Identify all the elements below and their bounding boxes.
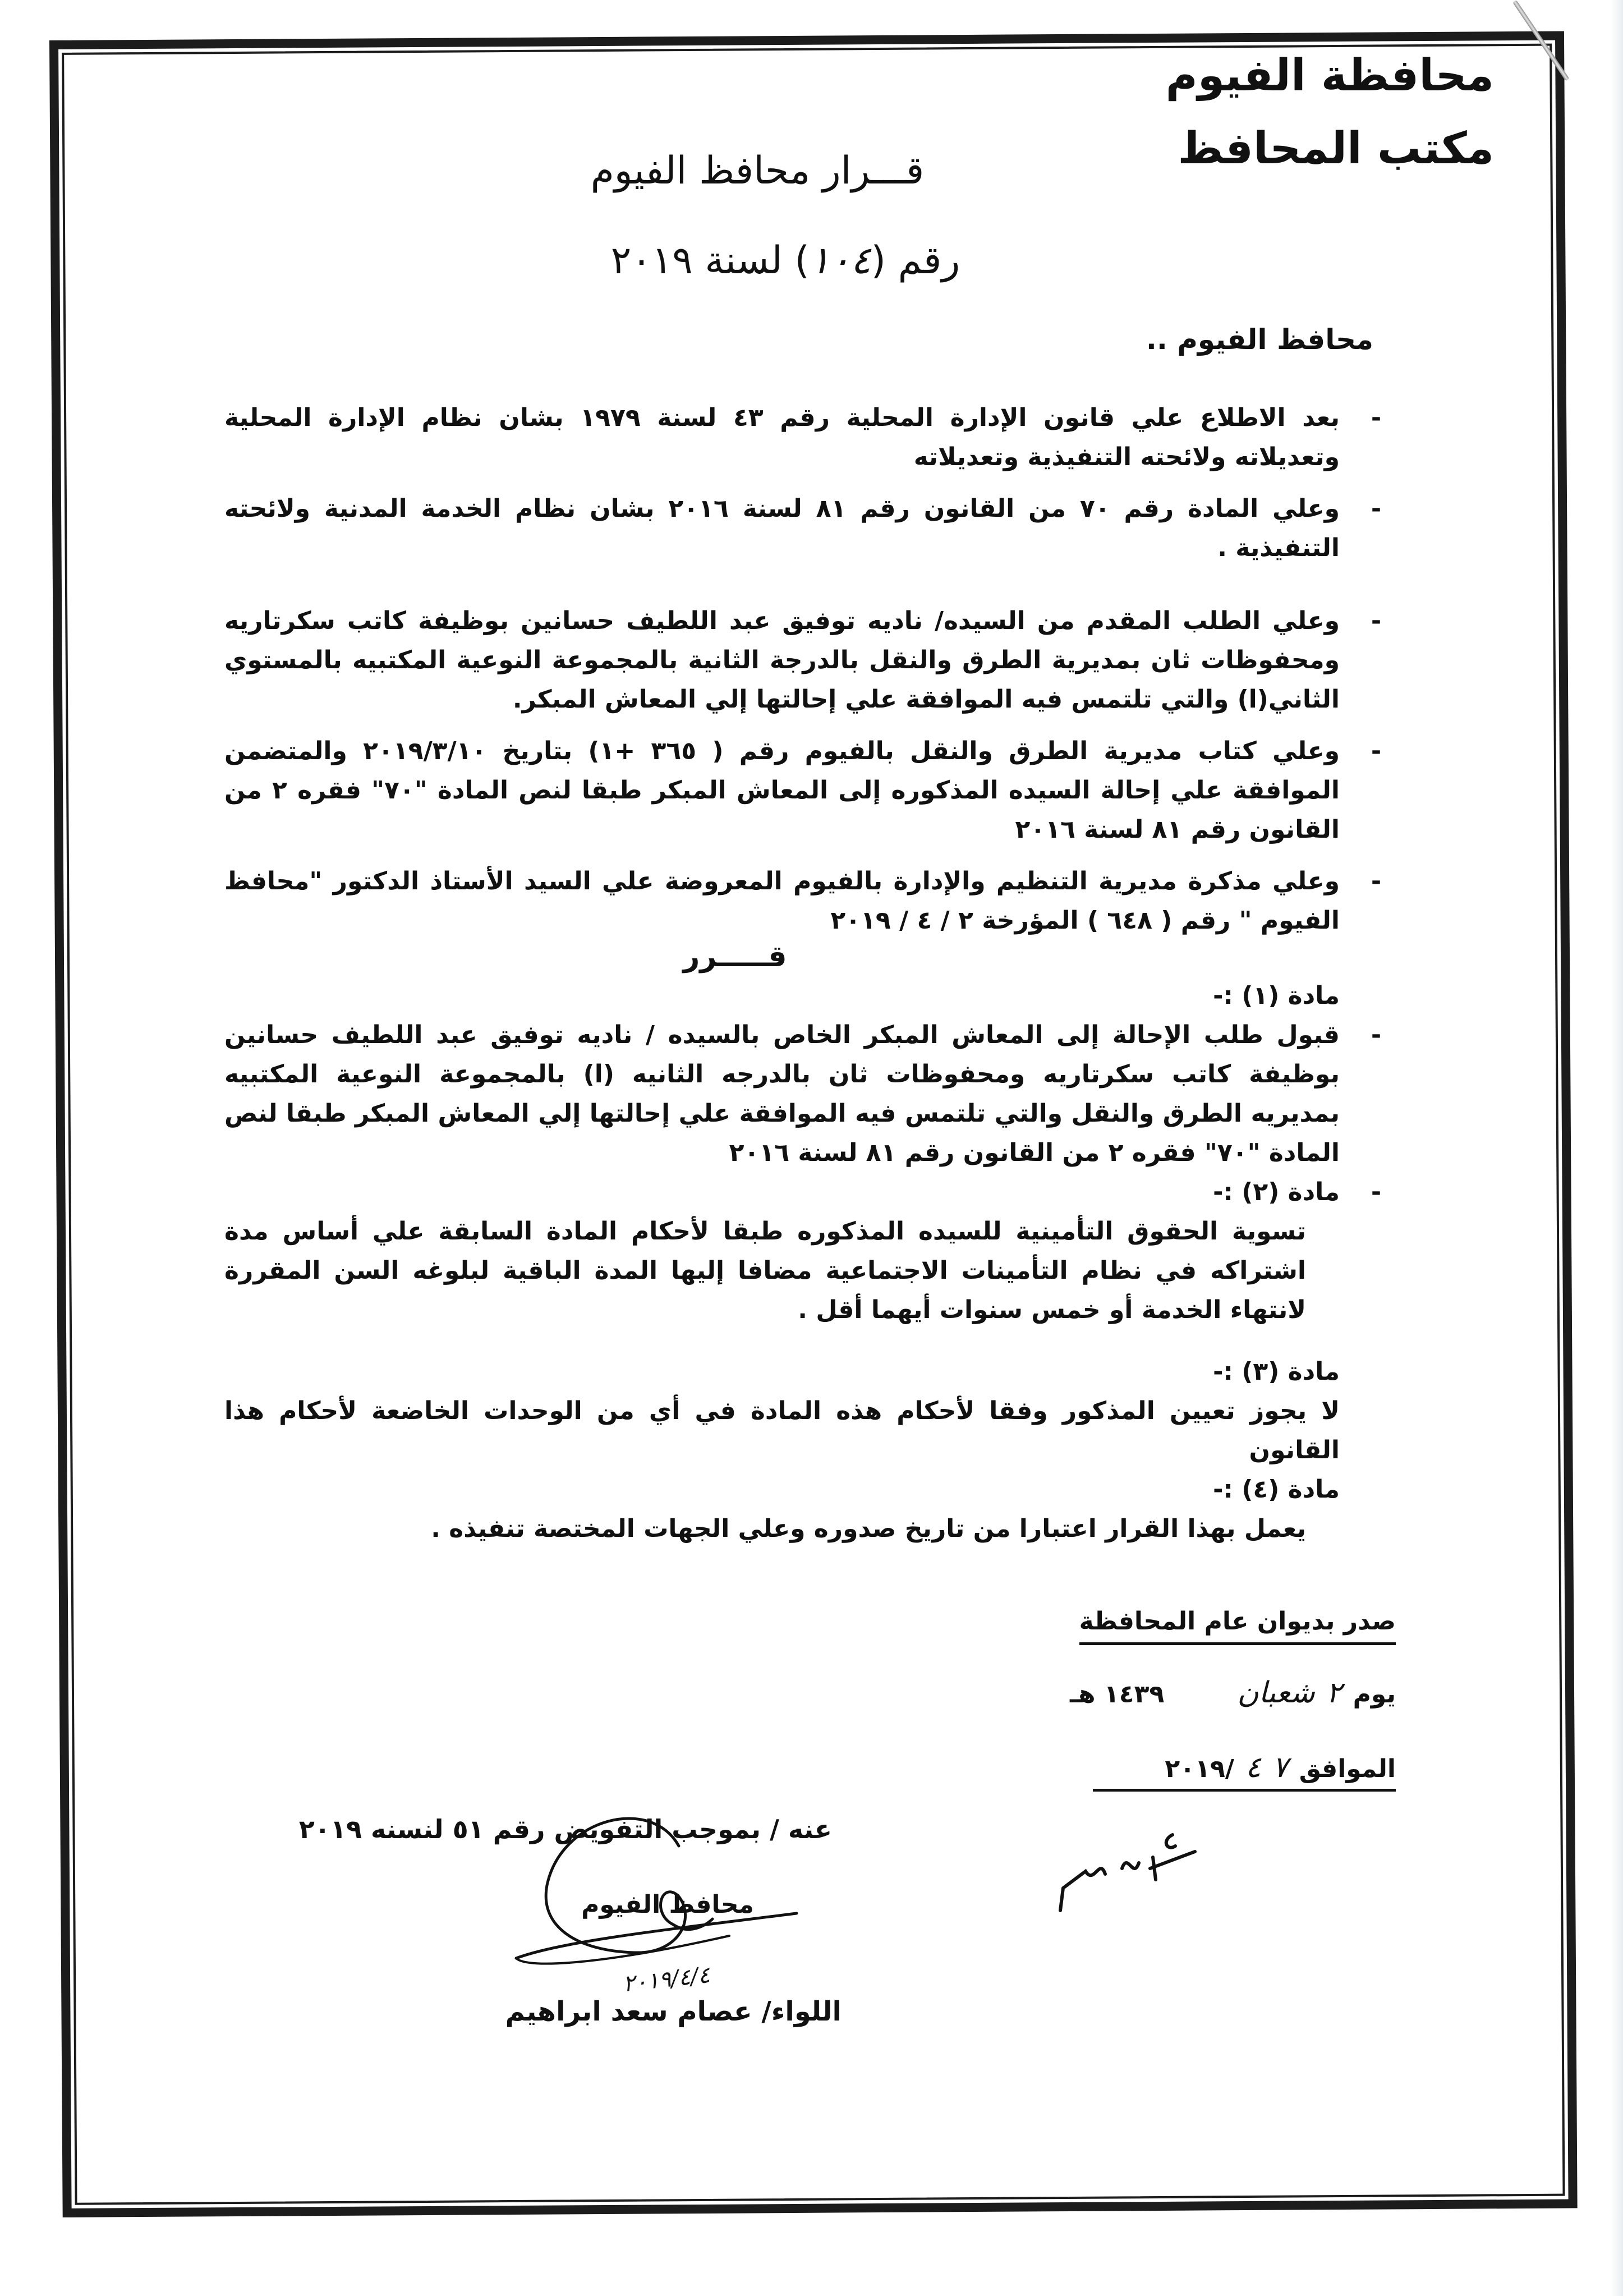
article-body [224, 1016, 1382, 1173]
article-text: لا يجوز تعيين المذكور وفقا لأحكام هذه المادة في أي من الوحدات الخاضعة لأحكام هذا القانون [224, 1397, 1340, 1464]
delegation-line: عنه / بموجب التفويض رقم ٥١ لنسنه ٢٠١٩ [298, 1814, 832, 1844]
preamble-clause [224, 489, 1382, 568]
signature-stroke [516, 1819, 797, 1958]
issuance-heading: صدر بديوان عام المحافظة [1079, 1602, 1396, 1645]
article-body [224, 1212, 1340, 1330]
dash-bullet-icon: - [1371, 1178, 1382, 1206]
decision-heading: قـــــرر [683, 940, 787, 973]
initials-signature [1055, 1818, 1201, 1913]
letterhead-governorate: محافظة الفيوم [1165, 50, 1494, 101]
clause-text: وعلي مذكرة مديرية التنظيم والإدارة بالفيوم المعروضة علي السيد الأستاذ الدكتور "محافظ الفيوم " رقم ( ٦٤٨ ) المؤرخة ٢ / ٤ / ٢٠١٩ [224, 867, 1340, 935]
day-label: يوم [1353, 1680, 1396, 1709]
dash-bullet-icon: - [1371, 403, 1382, 432]
decree-articles [224, 976, 1382, 1549]
initials-stroke [1060, 1835, 1195, 1911]
governor-signature [494, 1784, 808, 1969]
dash-bullet-icon: - [1371, 494, 1382, 523]
gregorian-date-row [1093, 1748, 1396, 1792]
dash-bullet-icon: - [1371, 607, 1382, 635]
hijri-date-row [1059, 1673, 1396, 1714]
hijri-day: ٢ [1326, 1676, 1342, 1710]
hijri-year: ١٤٣٩ هـ [1070, 1680, 1165, 1709]
dash-bullet-icon: - [1371, 867, 1382, 896]
clause-text: وعلي المادة رقم ٧٠ من القانون رقم ٨١ لسنة ٢٠١٦ بشان نظام الخدمة المدنية ولائحته التنفيذية . [224, 494, 1340, 562]
article-body [224, 1392, 1340, 1470]
signatory-name: اللواء/ عصام سعد ابراهيم [505, 1996, 842, 2027]
hijri-month: شعبان [1237, 1676, 1315, 1710]
gregorian-label: الموافق [1299, 1755, 1396, 1783]
gregorian-day: ٧ [1272, 1751, 1288, 1784]
article-text: يعمل بهذا القرار اعتبارا من تاريخ صدوره وعلي الجهات المختصة تنفيذه . [431, 1514, 1306, 1543]
gregorian-year: /٢٠١٩ [1165, 1755, 1234, 1783]
article-title: مادة (٣) :- [1213, 1357, 1340, 1386]
decree-number-suffix: ) لسنة ٢٠١٩ [610, 238, 810, 283]
preamble-clause [224, 398, 1382, 477]
clause-text: وعلي الطلب المقدم من السيده/ ناديه توفيق عبد اللطيف حسانين بوظيفة كاتب سكرتاريه ومحفوظات ثان بمديرية الطرق والنقل بالدرجة الثانية بالمجموعة النوعية المكتبيه بالمستوي الثاني(ا) والتي تلتمس فيه الموافقة علي إحالتها إلي المعاش المبكر. [224, 607, 1340, 714]
clause-text: بعد الاطلاع علي قانون الإدارة المحلية رقم ٤٣ لسنة ١٩٧٩ بشان نظام الإدارة المحلية وتعديلاته ولائحته التنفيذية وتعديلاته [224, 403, 1340, 471]
decree-number-line [561, 233, 1010, 289]
signature-handwritten-date: ٢٠١٩/٤/٤ [622, 1962, 711, 1997]
preamble-clause [224, 601, 1382, 719]
decree-number-prefix: رقم ( [871, 238, 960, 283]
article-title [224, 1173, 1382, 1212]
article-text: قبول طلب الإحالة إلى المعاش المبكر الخاص بالسيده / ناديه توفيق عبد اللطيف حسانين بوظيفة كاتب سكرتاريه ومحفوظات ثان بالدرجه الثانيه (ا) بالمجموعة النوعية المكتبيه بمديريه الطرق والنقل والتي تلتمس فيه الموافقة علي إحالتها إلي المعاش المبكر طبقا لنص المادة "٧٠" فقره ٢ من القانون رقم ٨١ لسنة ٢٠١٦ [224, 1021, 1340, 1167]
spacer [224, 1330, 1340, 1352]
preamble-clause [224, 732, 1382, 849]
decree-number-value: ١٠٤ [809, 238, 871, 283]
issuance-block [1059, 1602, 1396, 1792]
article [224, 976, 1382, 1173]
article-title: مادة (١) :- [1213, 981, 1340, 1010]
article-title: مادة (٤) :- [1213, 1475, 1340, 1504]
letterhead-office: مكتب المحافظ [1178, 123, 1494, 174]
article-text: تسوية الحقوق التأمينية للسيده المذكوره طبقا لأحكام المادة السابقة علي أساس مدة اشتراكه في نظام التأمينات الاجتماعية مضافا إليها المدة الباقية لبلوغه السن المقررة لانتهاء الخدمة أو خمس سنوات أيهما أقل . [224, 1217, 1306, 1324]
governor-salutation: محافظ الفيوم .. [1146, 323, 1373, 356]
dash-bullet-icon: - [1371, 737, 1382, 765]
preamble-clauses [224, 398, 1382, 953]
letterhead [1166, 39, 1494, 185]
article [224, 1173, 1382, 1330]
dash-bullet-icon: - [1371, 1021, 1382, 1049]
clause-text: وعلي كتاب مديرية الطرق والنقل بالفيوم رقم ( ٣٦٥ +١) بتاريخ ٢٠١٩/٣/١٠ والمتضمن الموافقة علي إحالة السيده المذكوره إلى المعاش المبكر طبقا لنص المادة "٧٠" فقره ٢ من القانون رقم ٨١ لسنة ٢٠١٦ [224, 737, 1340, 844]
preamble-clause [224, 862, 1382, 940]
gregorian-month: ٤ [1245, 1751, 1261, 1784]
signatory-title: محافظ الفيوم [581, 1890, 754, 1919]
decree-title: قـــرار محافظ الفيوم [590, 149, 925, 193]
article [224, 1352, 1340, 1470]
article-title-text: مادة (٢) :- [1213, 1178, 1340, 1206]
article [224, 1470, 1340, 1549]
article-body [224, 1509, 1340, 1549]
